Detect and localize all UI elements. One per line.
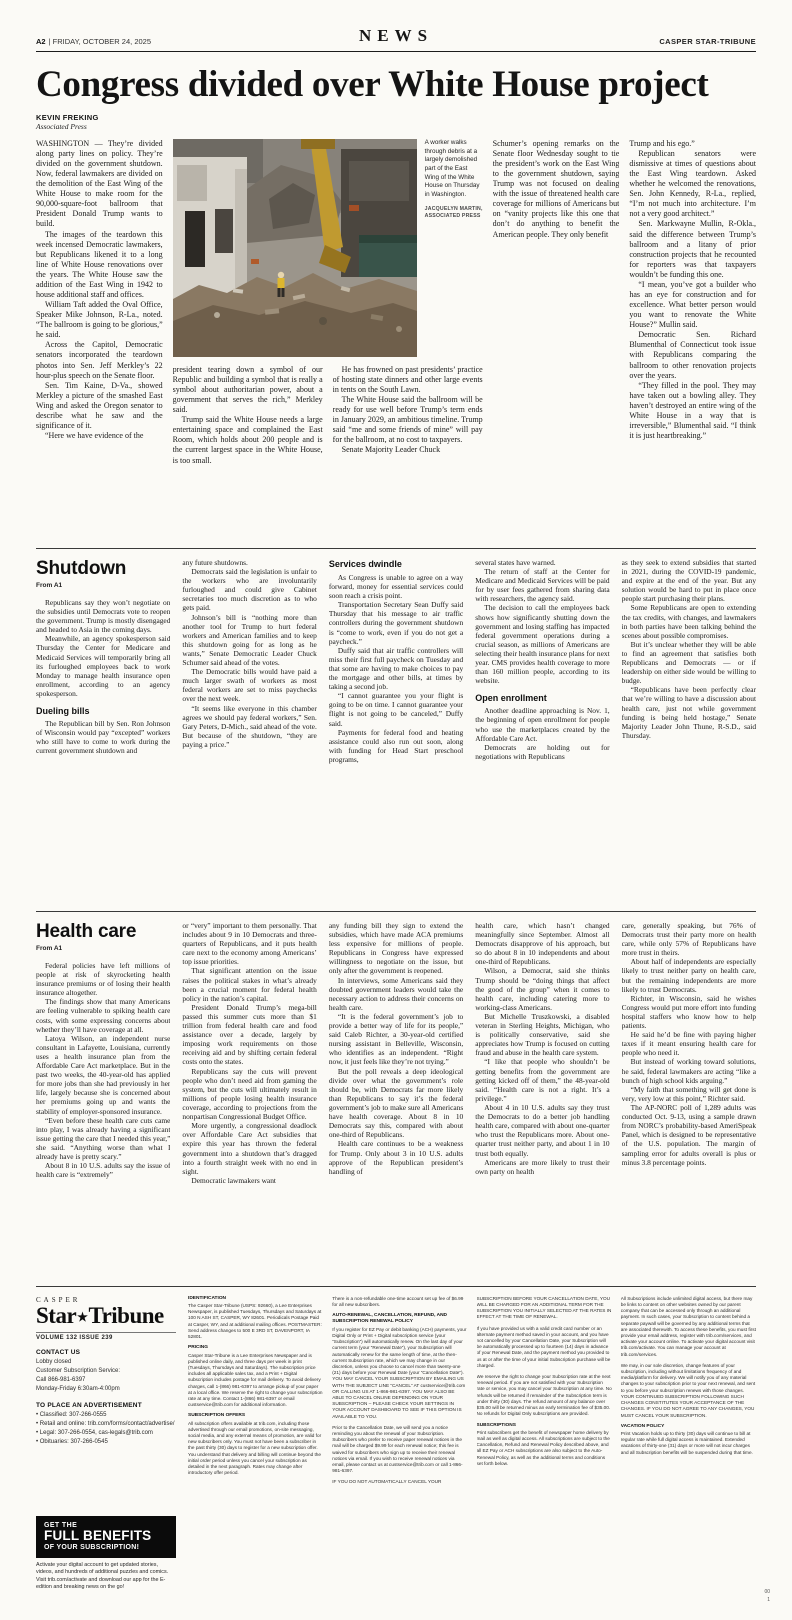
article-paragraph: The Democratic bills would have paid a much larger swath of workers as most federal workers are set to miss paychecks over the next week. [182,667,317,704]
subscription-promo [36,1516,176,1592]
paper-name: CASPER STAR-TRIBUNE [659,37,756,46]
article-column-3 [329,558,463,902]
page-header [36,26,756,52]
column-text [475,558,609,686]
article-paragraph: Sen. Markwayne Mullin, R-Okla., said the difference between Trump’s ballroom and a litany of prior construction projects that he recounted for reporters was that taxpayers wouldn’t be funding this one. [629,219,756,279]
article-paragraph: Trump and his ego.” [629,138,695,148]
article-paragraph: “My faith that something will get done is very, very low at this point,” Richter said. [621,1084,756,1103]
article-paragraph: “I like that people who shouldn’t be getting benefits from the government are getting kicked off of them,” the 48-year-old said. “Health care is not a right. It’s a privilege.” [475,1057,610,1103]
article-paragraph: Latoya Wilson, an independent nurse consultant in Lafayette, Louisiana, currently uses a health insurance plan from the Affordable Care Act marketplace. But in the past two weeks, the 40-year-old has applied for more jobs than she had previously in her life, largely because she is concerned about her premiums going up and wants the stability of employer-sponsored insurance. [36,1033,171,1116]
article-paragraph: care, generally speaking, but 76% of Democrats trust their party more on health care, while only 57% of Republicans have more trust in theirs. [621,920,756,958]
section-divider [36,911,756,912]
article-paragraph: Trump said the White House needs a large entertaining space and complained the East Room, which holds about 200 people and is the current largest space in the White House, is too small. [172,415,323,465]
article-paragraph: Democrats are holding out for negotiations with Republicans [475,742,610,761]
fineprint-text: The Casper Star-Tribune (USPS: 92660), a Lee Enterprises Newspaper, is published Tuesdays, Thursdays and Saturdays at 100 N ASH ST, CASPER, WY 82601. Periodicals Postage Paid at Casper, WY, and at additional mailing offices. POSTMASTER: Send address changes to 500 E 3RD ST, DAVENPORT, IA 52801. [188,1303,322,1340]
promo-line-3: OF YOUR SUBSCRIPTION! [44,1543,140,1551]
article-paragraph: President Donald Trump’s mega-bill passed this summer cuts more than $1 trillion from federal health care and food assistance over a decade, largely by imposing work requirements on those receiving aid and by shifting certain federal costs onto the states. [182,1002,317,1067]
logo-word-star: Star [36,1302,77,1328]
lead-article [36,66,756,539]
fineprint-block [477,1374,612,1417]
article-paragraph: Democratic Sen. Richard Blumenthal of Connecticut took issue with Republicans comparing the ballroom to other renovation projects over the years. [629,330,756,380]
fineprint-text: We reserve the right to change your Subscription rate at the next renewal period. If you are not satisfied with your Subscription rate or service, you may cancel your Subscription at any time. No refunds will be returned if remainder of the Subscription term is under thirty (30) days. The refund amount of any balance over $35.00 will be returned minus an early termination fee of $35.00. No refunds for Digital Only subscriptions are provided. [476,1374,612,1417]
column-text [475,706,609,761]
article-paragraph: “They filled in the pool. They may have taken out a bowling alley. They haven’t destroyed an entire wing of the White House in a way that is irreversible,” Blumenthal said. “I think it is just heartbreaking.” [629,380,756,441]
advertising-line: • Classified: 307-266-0555 [36,1411,107,1418]
article-paragraph: In interviews, some Americans said they doubted government leaders would take the necessary action to address their concerns on health care. [328,975,464,1012]
logo-word-tribune: Tribune [88,1302,164,1328]
fineprint-column-2 [332,1296,467,1592]
article-paragraph: “It seems like everyone in this chamber agrees we should pay federal workers,” Sen. Gary Peters, D-Mich., said ahead of the vote. But because of the shutdown, “they are paying a price.” [182,703,317,750]
article-paragraph: Duffy said that air traffic controllers will miss their first full paycheck on Tuesday and that some are having to make choices to pay the mortgage and other bills, at times by taking a second job. [328,645,464,692]
fineprint-text: IF YOU DO NOT AUTOMATICALLY CANCEL YOUR [332,1479,442,1485]
fineprint-block [332,1313,467,1420]
caption-text: A worker walks through debris at a largely demolished part of the East Wing of the White House on Thursday in Washington. [424,138,480,198]
contact-line: Call 866-981-6397 [36,1376,86,1383]
fineprint-block [332,1425,467,1475]
article-column-2 [182,558,316,902]
fineprint-heading: IDENTIFICATION [188,1295,227,1301]
article-paragraph: But it’s unclear whether they will be able to find an agreement that satisfies both Republicans and Democrats — or if leadership on either side would be willing to budge. [621,639,756,686]
article-column-5 [629,139,756,539]
article-column-2 [182,921,316,1277]
article-column-4 [475,558,609,902]
column-text [329,573,463,764]
subhead-services-dwindle: Services dwindle [328,558,402,569]
article-paragraph: “I mean, you’ve got a builder who has an eye for construction and for excellence. What better person would you want to renovate the White House?” Mullin said. [629,279,756,330]
masthead-info-column [36,1296,176,1592]
article-paragraph: About 8 in 10 U.S. adults say the issue of health care is “extremely” [36,1161,171,1180]
article-paragraph: But instead of working toward solutions, he said, federal lawmakers are acting “like a bunch of high school kids arguing.” [621,1057,756,1085]
fineprint-column-4 [621,1296,756,1592]
section-heading: Shutdown [36,557,127,579]
article-paragraph: Sen. Tim Kaine, D-Va., showed Merkley a picture of the smashed East Wing and asked the Oregon senator to describe what he saw and the significance of it. [36,380,163,431]
column-text [36,961,170,1180]
fineprint-block [621,1363,756,1419]
advertising-heading: TO PLACE AN ADVERTISEMENT [36,1401,142,1409]
article-paragraph: Some Republicans are open to extending the tax credits, with changes, and lawmakers in both parties have been talking behind the scenes about possible compromises. [621,603,756,640]
article-column-4 [475,921,609,1277]
demolition-photo [173,139,417,357]
article-column-1 [36,921,170,1277]
article-paragraph: About 4 in 10 U.S. adults say they trust the Democrats to do a better job handling health care, compared with about one-quarter who trust the Republicans more. About one-quarter trust neither party, and about 1 in 10 trust both equally. [475,1103,610,1158]
issue-date: | FRIDAY, OCTOBER 24, 2025 [48,37,152,46]
column-text [36,719,170,755]
photo-caption [425,139,483,357]
article-paragraph: Transportation Secretary Sean Duffy said Thursday that his message to air traffic controllers during the government shutdown is “come to work, even if you do not get a paycheck.” [328,600,464,646]
fineprint-block [477,1423,612,1467]
promo-body-text: Activate your digital account to get updated stories, videos, and hundreds of additional puzzles and comics. Visit trib.com/activate and download our app for the E-edition and breaking news on the go! [36,1561,169,1591]
article-paragraph: Republicans say the cuts will prevent people who don’t need aid from gaming the system, but the cuts will ultimately result in millions of people losing health insurance coverage, according to projections from the nonpartisan Congressional Budget Office. [182,1066,317,1122]
article-paragraph: But Michelle Truszkowski, a disabled veteran in Sterling Heights, Michigan, who is politically conservative, said she appreciates how Trump is focused on cutting fraud and abuse in the health care system. [475,1011,610,1058]
article-paragraph: Meanwhile, an agency spokesperson said Thursday the Center for Medicare and Medicaid Services will temporarily bring all its furloughed employees back to work Monday to manage health insurance open enrollment, according to an agency spokesperson. [36,634,171,698]
article-paragraph: several states have warned. [475,557,556,567]
article-paragraph: Health care continues to be a weakness for Trump. Only about 3 in 10 U.S. adults approve of the Republican president’s handling of [328,1139,464,1176]
fineprint-block [477,1296,612,1321]
article-paragraph: Across the Capitol, Democratic senators incorporated the teardown photos into Sen. Jeff Merkley’s 22 hour-plus speech on the Senate floor. [36,340,163,380]
healthcare-columns [36,921,756,1277]
fineprint-text: If you register for EZ Pay or debit banking (ACH) payments, your Digital Only or Print + Digital subscription service (your “Subscription”) will automatically renew. On the last day of your current term (your “Renewal Date”), your Subscription will automatically renew for the same length of time, at the then-current Subscription rate, which we may change in our discretion, unless you choose to cancel more than twenty-one (21) days before your Renewal Date (your “Cancellation Date”). YOU MAY CANCEL YOUR SUBSCRIPTION BY EMAILING US WITH THE SUBJECT LINE “CANCEL” AT custservice@trib.com OR CALLING US AT 1-866-981-6397. YOU MAY ALSO BE ABLE TO CANCEL ONLINE DEPENDING ON YOUR SUBSCRIPTION – PLEASE CHECK YOUR SETTINGS IN YOUR ACCOUNT DASHBOARD TO SEE IF THIS OPTION IS AVAILABLE TO YOU. [332,1326,467,1419]
article-paragraph: Republicans say they won’t negotiate on the subsidies until Democrats vote to reopen the government. Trump is mostly disengaged and headed to Asia in the coming days. [36,597,171,635]
contact-line: Customer Subscription Service: [36,1367,121,1374]
byline-author: KEVIN FREKING [36,112,99,122]
fineprint-block [188,1345,323,1408]
fineprint-block [621,1424,756,1456]
article-paragraph: president tearing down a symbol of our Republic and building a symbol that is really a symbol about authoritarian power, about a government that serves the rich,” Merkley said. [172,364,323,415]
article-paragraph: The findings show that many Americans are feeling vulnerable to spiking health care costs, with some expressing concerns about whether they’ll have coverage at all. [36,997,171,1034]
article-paragraph: “Here we have evidence of the [45,431,144,441]
fineprint-text: Print subscribers get the benefit of newspaper home delivery by mail as well as digital access. All subscriptions are subject to the Cancellation, Refund and Renewal Policy described above, and all EZ Pay or ACH subscriptions are also subject to the Auto-Renewal Policy, as well as the additional terms and conditions set forth below. [476,1429,610,1466]
section-divider [36,1286,756,1287]
article-paragraph: As Congress is unable to agree on a way forward, money for essential services could soon reach a crisis point. [328,572,464,601]
fineprint-block [188,1413,323,1476]
article-paragraph: “Even before these health care cuts came into play, I was already having a significant issue getting the care that I needed this year,” she said. “Anything worse than what I already have is pretty scary.” [36,1115,171,1162]
fineprint-heading: SUBSCRIPTIONS [476,1422,516,1428]
fineprint-block [621,1296,756,1358]
healthcare-article [36,921,756,1277]
advertising-line: • Obituaries: 307-266-0545 [36,1438,108,1445]
paper-logo [36,1296,176,1341]
article-paragraph: any future shutdowns. [182,557,248,567]
fineprint-heading: SUBSCRIPTION OFFERS [188,1413,246,1419]
article-paragraph: Senate Majority Leader Chuck [341,445,441,455]
fineprint-heading: PRICING [188,1345,208,1351]
column-text [36,598,170,698]
section-name: NEWS [358,26,434,45]
article-paragraph: William Taft added the Oval Office, Speaker Mike Johnson, R-La., noted. “The ballroom is going to be glorious,” he said. [36,300,163,340]
fineprint-text: If you have provided us with a valid credit card number or an alternate payment method saved in your account, and you have not cancelled by your Cancellation Date, your Subscription will be automatically processed up to fourteen (14) days in advance of your Renewal Date, and the payment method you provided to us at or after the time of your initial Subscription purchase will be charged. [476,1325,611,1368]
fineprint-columns [188,1296,756,1592]
article-column-5 [622,921,756,1277]
article-paragraph: More urgently, a congressional deadlock over Affordable Care Act subsidies that expire this year has thrown the federal government into a shutdown that’s dragged into a fourth straight week with no end in sight. [182,1121,317,1176]
contact-heading: CONTACT US [36,1348,81,1356]
article-paragraph: “I cannot guarantee you your flight is going to be on time. I cannot guarantee your flight is not going to be canceled,” Duffy said. [328,691,464,728]
article-paragraph: Johnson’s bill is “nothing more than another tool for Trump to hurt federal workers and American families and to keep this shutdown going for as long as he wants,” Senate Democratic Leader Chuck Schumer said ahead of the votes. [182,612,317,668]
advertising-line: • Retail and online: trib.com/forms/contact/advertise/ [36,1420,175,1427]
press-mark-line: 1 [767,1596,770,1603]
shutdown-columns [36,558,756,902]
fineprint-column-1 [188,1296,323,1592]
contact-block [36,1341,176,1394]
fineprint-heading: VACATION POLICY [620,1423,665,1429]
subhead-dueling-bills: Dueling bills [36,706,90,717]
article-paragraph: Richter, in Wisconsin, said he wishes Congress would put more effort into funding hospital staffers who know how to help patients. [621,993,756,1031]
article-paragraph: “It is the federal government’s job to provide a better way of life for its people,” said Caleb Richter, a 30-year-old certified nursing assistant in Belleville, Wisconsin, who identifies as an independent. “Right now, it just feels like they’re not trying.” [328,1011,464,1067]
article-paragraph: Democratic lawmakers want [191,1175,276,1185]
fineprint-text: Casper Star-Tribune is a Lee Enterprises Newspaper and is published online daily, and three days per week in print (Tuesdays, Thursdays and Saturdays). The subscription price includes all applicable sales tax, and a Print + Digital subscription includes postage for mail delivery. To avoid delivery charges, call 1-(866) 981-6397 to arrange pickup of your paper at a local office. We reserve the right to change your subscription rate at any time. Contact 1-(866) 981-6397 or email custservice@trib.com for additional information. [188,1352,323,1408]
advertising-line: • Legal: 307-266-0554, cas-legals@trib.com [36,1429,153,1436]
fineprint-text: All subscription offers available at trib.com, including those advertised through our email promotions, on-site messaging, social media, and any external means of promotion, are valid for new subscribers only. You must not have been a subscriber in the past thirty (30) days to register for a new subscription offer. You understand that delivery and billing will continue beyond the initial order period unless you cancel your subscription as detailed in the next paragraph. Rates may change after introductory offer period. [188,1420,322,1476]
section-heading: Health care [36,920,137,942]
contact-line: Lobby closed [36,1358,72,1365]
article-paragraph: The Republican bill by Sen. Ron Johnson of Wisconsin would pay “excepted” workers who still have to come to work during the current government shutdown and [36,719,171,756]
promo-line-2: FULL BENEFITS [44,1527,152,1543]
article-paragraph: Another deadline approaching is Nov. 1, the beginning of open enrollment for people who use the marketplaces created by the Affordable Care Act. [475,706,610,743]
photo-row [173,139,483,357]
fineprint-column-3 [477,1296,612,1592]
article-paragraph: The AP-NORC poll of 1,289 adults was conducted Oct. 9-13, using a sample drawn from NORC’s probability-based AmeriSpeak Panel, which is designed to be representative of the U.S. population. The margin of sampling error for adults overall is plus or minus 3.8 percentage points. [621,1103,756,1167]
article-paragraph: Wilson, a Democrat, said she thinks Trump should be “doing things that affect the good of the group” when it comes to health care, including catering more to working-class Americans. [475,966,610,1012]
promo-banner [36,1516,176,1558]
article-paragraph: The return of staff at the Center for Medicare and Medicaid Services will be paid for by user fees gathered from sharing data with researchers, the agency said. [475,566,610,604]
article-paragraph: That significant attention on the issue raises the political stakes in what’s already been a crucial moment for federal health policy in the nation’s capital. [182,966,317,1003]
jump-reference: From A1 [36,944,63,952]
below-photo-columns [173,365,483,539]
article-paragraph: But the poll reveals a deep ideological divide over what the government’s role should be, with Democrats far more likely than Republicans to say it’s the federal government’s job to make sure all Americans have health coverage. About 8 in 10 Democrats say this, compared with about one-third of Republicans. [328,1066,464,1140]
article-paragraph: He has frowned on past presidents’ practice of hosting state dinners and other large events in tents on the South Lawn. [332,364,483,394]
promo-line-1: GET THE [44,1521,78,1529]
article-paragraph: or “very” important to them personally. That includes about 9 in 10 Democrats and three-quarters of Republicans, and it puts health care next to the economy among Americans’ top issue priorities. [182,920,317,967]
article-column-5 [622,558,756,902]
fineprint-text: SUBSCRIPTION BEFORE YOUR CANCELLATION DATE, YOU WILL BE CHARGED FOR AN ADDITIONAL TERM FOR THE SUBSCRIPTION YOU INITIALLY SELECTED AT THE RATES IN EFFECT AT THE TIME OF RENEWAL. [476,1295,612,1320]
page-number: A2 [36,37,46,46]
lead-article-body [36,139,756,539]
headline: Congress divided over White House project [36,64,709,105]
article-column-1 [36,558,170,902]
subhead-open-enrollment: Open enrollment [475,693,547,704]
article-paragraph: About half of independents are especially likely to trust neither party on health care, but the remaining independents are more likely to trust Democrats. [621,957,756,994]
advertising-block [36,1394,176,1447]
fineprint-block [477,1326,612,1369]
contact-line: Monday-Friday 6:30am-4:00pm [36,1385,120,1392]
masthead [36,1296,756,1592]
article-paragraph: Schumer’s opening remarks on the Senate floor Wednesday sought to tie the president’s work on the East Wing to the government shutdown, saying Trump was not focused on dealing with the issue of threatened health care coverage for millions of Americans but on “vanity projects like this one that don’t do anything to benefit the American people. They only benefit [492,138,620,239]
fineprint-block [188,1296,323,1340]
article-paragraph: Americans are more likely to trust their own party on health [475,1157,610,1176]
article-paragraph: Payments for federal food and heating assistance could also run out soon, along with funding for Head Start preschool programs, [328,727,464,765]
article-paragraph: Democrats said the legislation is unfair to the workers who are involuntarily furloughed and could give Cabinet secretaries too much discretion as to who gets paid. [182,566,317,613]
byline-organization: Associated Press [36,121,87,131]
article-column-4 [493,139,620,539]
photo-credit: JACQUELYN MARTIN, ASSOCIATED PRESS [424,205,483,219]
logo-name [36,1304,176,1328]
article-paragraph: health care, which hasn’t changed meaningfully since September. Almost all Democrats disapprove of his approach, but so do about 8 in 10 independents and about one-third of Republicans. [475,920,610,967]
demolition-photo-illustration [173,139,417,357]
jump-reference: From A1 [36,581,63,589]
volume-issue: VOLUME 132 ISSUE 239 [36,1332,176,1341]
shutdown-article [36,558,756,902]
fineprint-text: Print Vacation holds up to thirty (30) days will continue to bill at regular rate while full digital access is maintained. Extended vacations of thirty-one (31) days or more will not incur charges and all Subscription benefits will be suspended during that time. [620,1430,753,1455]
article-column-3 [333,365,483,539]
article-paragraph: as they seek to extend subsidies that started in 2021, during the COVID-19 pandemic, and expire at the end of the year. But any solution would be hard to put in place once people start purchasing their plans. [621,557,756,604]
article-paragraph: any funding bill they sign to extend the subsidies, which have made ACA premiums less expensive for millions of people. Republicans in Congress have expressed willingness to negotiate on the issue, but only after the government is reopened. [328,920,464,976]
article-paragraph: The decision to call the employees back shows how significantly shutting down the government and losing staffing has impacted federal government operations during a crucial season, as millions of Americans are selecting their health insurance plans for next year. CMS provides health coverage to more than 160 million people, according to its website. [475,603,610,686]
logo-city: CASPER [36,1295,81,1304]
byline [36,113,756,131]
article-column-3 [329,921,463,1277]
photo-block [173,139,483,539]
article-paragraph: The images of the teardown this week incensed Democratic lawmakers, but Republicans likened it to a long line of White House renovations over the years. The White House saw the addition of the East Wing in 1942 to house additional staff and offices. [36,229,163,300]
section-divider [36,548,756,549]
article-paragraph: “Republicans have been perfectly clear that we’re willing to have a discussion about health care, just not while government funding is being held hostage,” Senate Majority Leader John Thune, R-S.D., said Thursday. [621,685,756,740]
article-paragraph: Republican senators were dismissive at times of questions about the East Wing teardown. Asked whether he welcomed the renovations, Sen. John Kennedy, R-La., replied, “I’m not much into architecture. I’m not a very good architect.” [629,148,756,219]
fineprint-block [332,1296,467,1308]
fineprint-text: All Subscriptions include unlimited digital access, but there may be links to content on other websites owned by our parent company that can be accessed only through an additional payment. In such cases, your Subscription to content behind a separate paywall will be governed by any additional terms that are associated therewith. To access these benefits, you must first provide your email address, register with trib.com/services, and activate your account online. To activate your digital account visit trib.com/activate. You can manage your account at trib.com/services. [620,1295,756,1357]
contact-lines [36,1358,176,1394]
press-mark-line: 00 [764,1589,770,1595]
press-page-mark [764,1589,770,1604]
fineprint-heading: AUTO-RENEWAL, CANCELLATION, REFUND, AND SUBSCRIPTION RENEWAL POLICY [332,1313,448,1325]
article-paragraph: He said he’d be fine with paying higher taxes if it meant ensuring health care for people who need it. [621,1030,756,1058]
article-paragraph: The White House said the ballroom will be ready for use well before Trump’s term ends in January 2029, an ambitious timeline. Trump said “me and some friends of mine” will pay for the ballroom, at no cost to taxpayers. [332,395,483,445]
fineprint-text: There is a non-refundable one-time account set up fee of $6.99 for all new subscribers. [332,1295,464,1308]
fineprint-text: We may, in our sole discretion, change features of your subscription, including without limitations frequency of and media/platform for delivery. We will notify you of any material changes to your subscription prior to your next renewal, and sent to you before your subscription renews with those changes. YOUR CONTINUED SUBSCRIPTION FOLLOWING SUCH CHANGES CONSTITUTES YOUR ACCEPTANCE OF THE CHANGES. IF YOU DO NOT AGREE TO ANY CHANGES, YOU MUST CANCEL YOUR SUBSCRIPTION. [620,1362,756,1418]
folio-page-date [36,37,359,46]
advertising-lines [36,1411,176,1447]
fineprint-block [332,1479,467,1485]
article-paragraph: Federal policies have left millions of people at risk of skyrocketing health insurance premiums or of losing their health insurance altogether. [36,960,171,998]
fineprint-text: Prior to the Cancellation Date, we will send you a notice reminding you about the renewal of your Subscription. Subscribers who prefer to receive paper renewal notices in the mail will be charged $9.99 for each renewal notice; this fee is waived for subscribers who sign up to receive their renewal notices via email. If you wish to receive renewal notices via email, please contact us at custservice@trib.com or call 1-866-981-6397. [332,1424,463,1474]
article-column-2 [173,365,323,539]
article-column-1 [36,139,163,539]
star-icon: ★ [77,1310,88,1325]
article-paragraph: WASHINGTON — They’re divided along party lines on policy. They’re divided on the government shutdown. Now, federal lawmakers are divided on the demolition of the East Wing of the White House to make room for the 90,000-square-foot ballroom that President Donald Trump wants to build. [36,138,163,229]
